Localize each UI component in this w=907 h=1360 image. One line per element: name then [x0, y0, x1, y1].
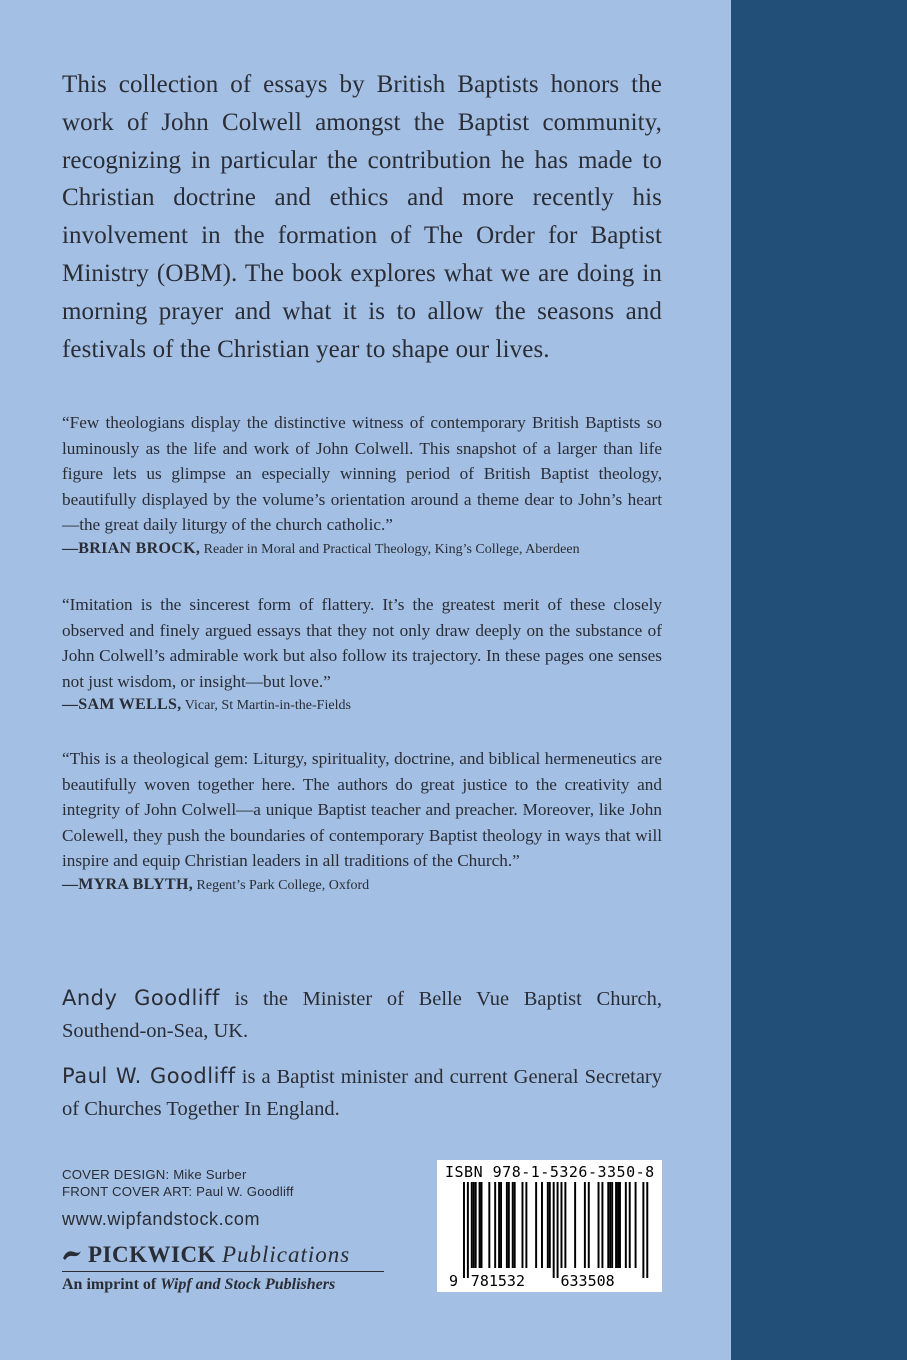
barcode-bar: [535, 1182, 537, 1268]
endorsement-quote: “Imitation is the sincerest form of flattery. It’s the greatest merit of these closely observed and finely argued essays that they not only draw deeply on the substance of John Colwell’s admirable work but also follow its trajectory. In these pages one senses not just wisdom, or insight—but love.”: [62, 595, 662, 691]
endorser-role: Vicar, St Martin-in-the-Fields: [184, 698, 351, 713]
barcode-bar: [488, 1182, 490, 1268]
barcode-bar: [467, 1182, 469, 1278]
endorsement-attribution: [62, 696, 662, 714]
barcode-bar: [475, 1182, 477, 1268]
barcode-bar: [625, 1182, 627, 1268]
barcode-digits: 781532: [470, 1272, 525, 1288]
author-bio-text: is a Baptist minister and current General Secretary of Churches Together In England.: [62, 1066, 662, 1120]
endorsement: [62, 410, 662, 558]
barcode-bar: [557, 1182, 559, 1278]
barcode-bar: [498, 1182, 500, 1268]
endorser-name: —MYRA BLYTH,: [62, 875, 194, 893]
publisher-imprint: [62, 1276, 392, 1294]
endorsement: [62, 746, 662, 894]
isbn-label: ISBN 978-1-5326-3350-8: [445, 1163, 655, 1181]
barcode-bar: [574, 1182, 576, 1268]
barcode-bar: [609, 1182, 611, 1268]
barcode-bar: [514, 1182, 516, 1268]
barcode-bar: [588, 1182, 590, 1268]
pickwick-logo-icon: [62, 1248, 82, 1262]
barcode-digits: 633508: [560, 1272, 615, 1288]
barcode-bar: [607, 1182, 609, 1268]
endorser-role: Reader in Moral and Practical Theology, King’s College, Aberdeen: [203, 541, 580, 557]
author-bio: [62, 982, 662, 1047]
barcode-bar: [615, 1182, 617, 1268]
barcode-bar: [646, 1182, 648, 1278]
author-name: Andy Goodliff: [62, 986, 220, 1010]
cover-design-credit: COVER DESIGN: Mike Surber: [62, 1167, 247, 1182]
barcode-bar: [541, 1182, 543, 1268]
barcode-bar: [619, 1182, 621, 1268]
endorser-role: Regent’s Park College, Oxford: [196, 877, 370, 893]
cover-credits: [62, 1167, 294, 1200]
publisher-divider: [62, 1271, 384, 1272]
author-bio-text: is the Minister of Belle Vue Baptist Church, Southend-on-Sea, UK.: [62, 988, 662, 1042]
barcode-bar: [598, 1182, 600, 1268]
endorsement-quote: “Few theologians display the distinctive witness of contemporary British Baptists so luminously as the life and work of John Colwell. This snapshot of a larger than life figure lets us glimpse an especially winning period of British Baptist theology, beautifully displayed by the volume’s orientation around a theme dear to John’s heart—the great daily liturgy of the church catholic.”: [62, 413, 662, 534]
barcode-bar: [512, 1182, 514, 1268]
barcode: [449, 1182, 655, 1288]
barcode-bar: [508, 1182, 510, 1268]
barcode-digits: 9: [449, 1272, 459, 1288]
barcode-bar: [473, 1182, 475, 1268]
barcode-bar: [564, 1182, 566, 1268]
cover-art-credit: FRONT COVER ART: Paul W. Goodliff: [62, 1183, 294, 1199]
barcode-bar: [522, 1182, 524, 1268]
endorser-name: —BRIAN BROCK,: [62, 539, 201, 557]
barcode-bar: [500, 1182, 502, 1268]
author-name: Paul W. Goodliff: [62, 1064, 236, 1088]
barcode-bar: [584, 1182, 586, 1268]
endorsement-attribution: [62, 876, 662, 894]
barcode-bar: [601, 1182, 603, 1268]
barcode-bar: [553, 1182, 555, 1278]
endorser-name: —SAM WELLS,: [62, 696, 182, 713]
publisher-website: www.wipfandstock.com: [62, 1209, 261, 1229]
imprint-name: Wipf and Stock Publishers: [160, 1276, 336, 1293]
isbn-barcode-box: [437, 1160, 662, 1292]
publisher-name-sub: Publications: [221, 1242, 351, 1267]
spine-panel: [731, 0, 907, 1360]
barcode-bar: [479, 1182, 481, 1268]
author-bio: [62, 1060, 662, 1125]
barcode-bar: [463, 1182, 465, 1278]
barcode-bar: [617, 1182, 619, 1268]
imprint-prefix: An imprint of: [62, 1276, 157, 1293]
barcode-bar: [635, 1182, 637, 1268]
barcode-bar: [561, 1182, 563, 1268]
publisher-block: [62, 1242, 392, 1294]
endorsement-quote: “This is a theological gem: Liturgy, spirituality, doctrine, and biblical hermeneutics are beautifully woven together here. The authors do great justice to the creativity and integrity of John Colwell—a unique Baptist teacher and preacher. Moreover, like John Colewell, they push the boundaries of contemporary Baptist theology in ways that will inspire and equip Christian leaders in all traditions of the Church.”: [62, 749, 662, 870]
publisher-name: [62, 1242, 392, 1268]
barcode-bar: [642, 1182, 644, 1278]
barcode-bar: [549, 1182, 551, 1268]
publisher-name-main: PICKWICK: [88, 1242, 216, 1267]
barcode-bar: [611, 1182, 613, 1268]
book-description: This collection of essays by British Baptists honors the work of John Colwell amongst the Baptist community, recognizing in particular the contribution he has made to Christian doctrine and ethics and more recently his involvement in the formation of The Order for Baptist Ministry (OBM). The book explores what we are doing in morning prayer and what it is to allow the seasons and festivals of the Christian year to shape our lives.: [62, 71, 662, 363]
barcode-bar: [494, 1182, 496, 1268]
endorsement: [62, 592, 662, 714]
barcode-bar: [471, 1182, 473, 1268]
endorsement-attribution: [62, 540, 662, 558]
barcode-bar: [525, 1182, 527, 1268]
barcode-bar: [547, 1182, 549, 1268]
barcode-bar: [506, 1182, 508, 1268]
barcode-bar: [481, 1182, 483, 1268]
barcode-bar: [629, 1182, 631, 1268]
